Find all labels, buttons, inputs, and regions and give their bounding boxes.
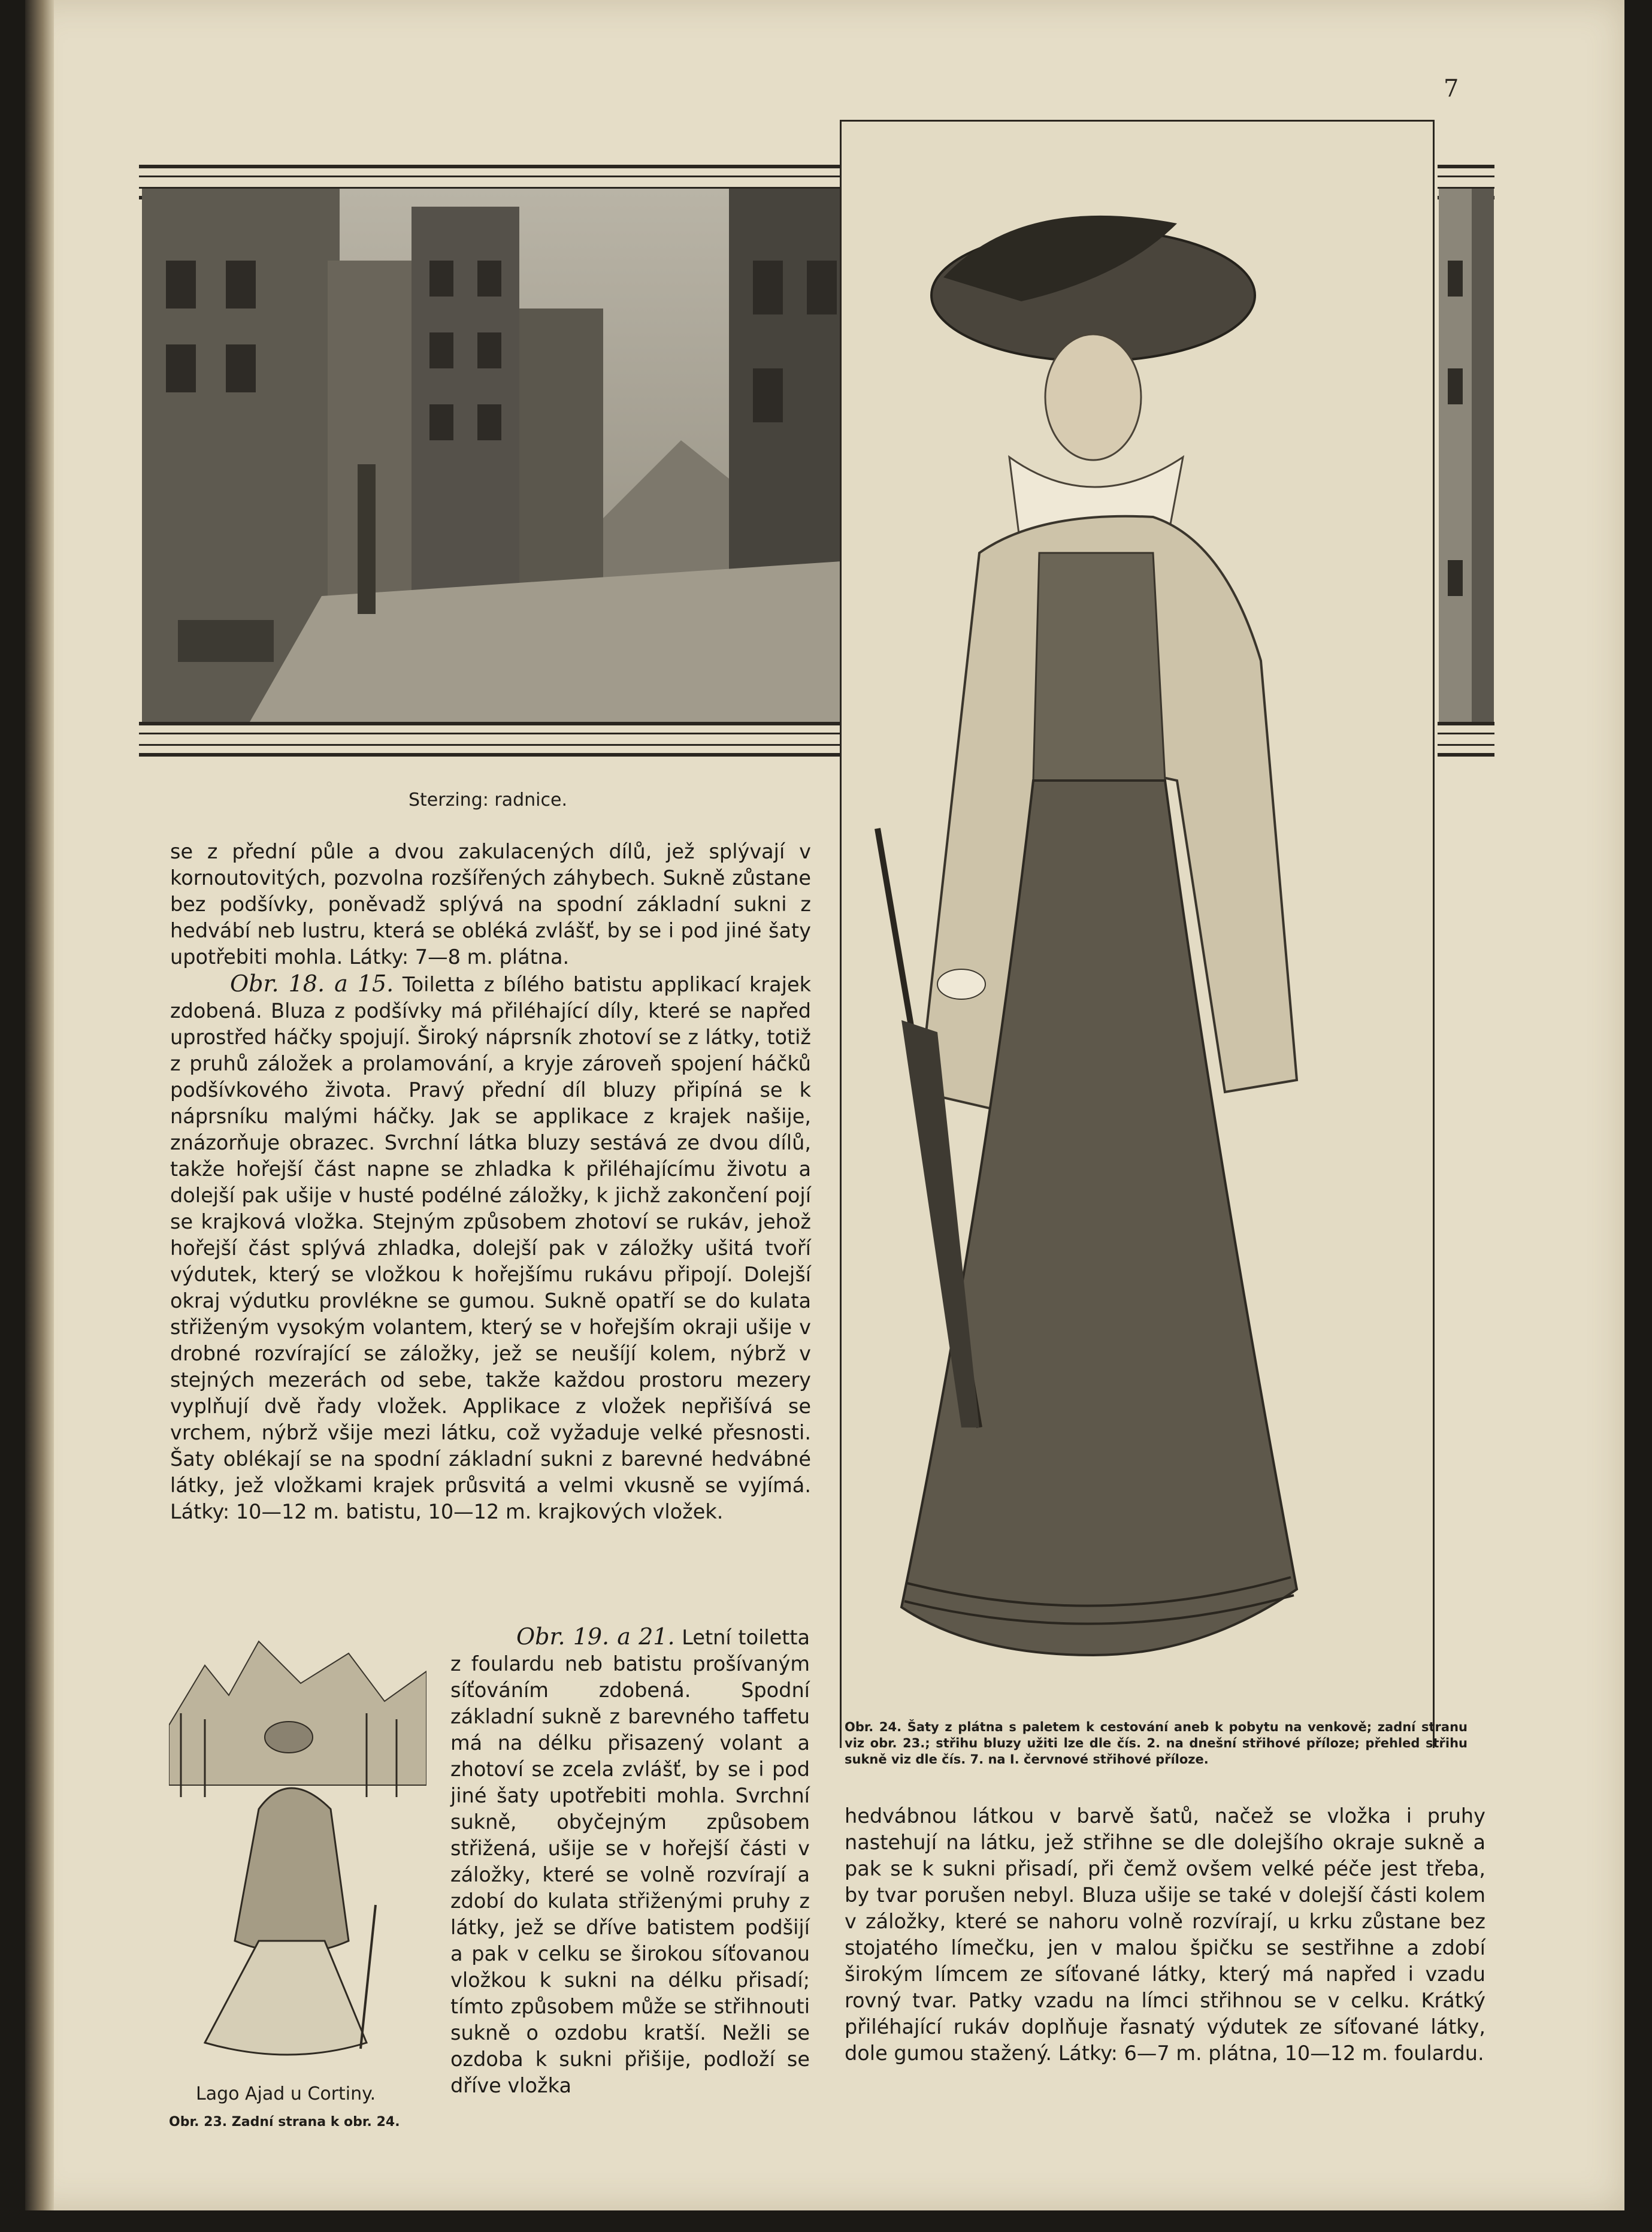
page-number: 7 bbox=[1444, 75, 1459, 102]
cropped-photo-drawing bbox=[1439, 189, 1494, 722]
illustration-back-view bbox=[169, 1629, 426, 2073]
street-photo-sterzing bbox=[142, 189, 860, 722]
caption-obr-23: Obr. 23. Zadní strana k obr. 24. bbox=[169, 2115, 400, 2130]
text-column-right bbox=[845, 1803, 1485, 2067]
book-spine bbox=[25, 0, 54, 2210]
street-photo-drawing bbox=[142, 189, 860, 722]
fashion-plate-frame bbox=[840, 120, 1435, 1748]
street-photo-cropped bbox=[1439, 189, 1494, 722]
paragraph-obr-19 bbox=[450, 1623, 810, 2099]
bottom-rule-left bbox=[139, 722, 861, 757]
text-column-narrow bbox=[450, 1623, 810, 2099]
photo-caption-sterzing: Sterzing: radnice. bbox=[409, 790, 567, 810]
text-column-left bbox=[170, 839, 811, 1525]
paragraph-text-18: Toiletta z bílého batistu applikací krajek zdobená. Bluza z podšívky má přiléhající díly, které se napřed uprostřed háčky spojují. Široký náprsník zhotoví se z látky, totiž z pruhů záložek a prolamování, a kryje zároveň spojení háčků podšívkového života. Pravý přední díl bluzy připíná se k náprsníku malými háčky. Jak se applikace z krajek našije, znázorňuje obrazec. Svrchní látka bluzy sestává ze dvou dílů, takže hořejší část napne se zhladka k přiléhajícímu životu a dolejší pak ušije v husté podélné záložky, k jichž zakončení pojí se krajková vložka. Stejným způsobem zhotoví se rukáv, jehož hořejší část splývá zhladka, dolejší pak v záložky ušitá tvoří výdutek, který se vložkou k hořejšímu rukávu připojí. Dolejší okraj výdutku provlékne se gumou. Sukně opatří se do kulata střiženým vysokým volantem, který se v hořejším okraji ušije v drobné rozvírající se záložky, jež se neušíjí kolem, nýbrž v stejných mezerách od sebe, takže každou prostoru mezery vyplňují dvě řady vložek. Applikace z vložek nepřišívá se vrchem, nýbrž všije mezi látku, což vyžaduje velké přesnosti. Šaty oblékají se na spodní základní sukni z barevné hedvábné látky, jež vložkami krajek průsvitá a velmi vkusně se vyjímá. Látky: 10—12 m. batistu, 10—12 m. krajkových vložek. bbox=[170, 973, 811, 1523]
paragraph-continuation: se z přední půle a dvou zakulacených dílů, jež splývají v kornoutovitých, pozvolna rozšířených záhybech. Sukně zůstane bez podšívky, poněvadž splývá na spodní základní sukni z hedvábí neb lustru, která se obléká zvlášť, by se i pod jiné šaty upotřebiti mohla. Látky: 7—8 m. plátna. bbox=[170, 840, 811, 969]
caption-lago-ajad: Lago Ajad u Cortiny. bbox=[196, 2083, 376, 2104]
paragraph-continuation-right: hedvábnou látkou v barvě šatů, načež se vložka i pruhy nastehují na látku, jež střihne se dle dolejšího okraje sukně a pak se k sukni přisadí, při čemž ovšem velké péče jest třeba, by tvar porušen nebyl. Bluza ušije se také v dolejší části kolem v záložky, které se nahoru volně rozvírají, u krku zůstane bez stojatého límečku, jen v malou špičku se sestřihne a zdobí širokým límcem ze síťované látky, který má napřed i vzadu rovný tvar. Patky vzadu na límci střihnou se v celku. Krátký přiléhající rukáv doplňuje řasnatý výdutek ze síťované látky, dole gumou stažený. Látky: 6—7 m. plátna, 10—12 m. foulardu. bbox=[845, 1804, 1485, 2065]
paragraph-text-19: Letní toiletta z foulardu neb batistu prošívaným síťováním zdobená. Spodní základní sukně z barevného taffetu má na délku přisazený volant a zhotoví se zcela zvlášť, by se i pod jiné šaty upotřebiti mohla. Svrchní sukně, obyčejným způsobem střižená, ušije se v hořejší části v záložky, které se volně rozvírají a zdobí do kulata střiženými pruhy z látky, jež se dříve batistem podšijí a pak v celku se širokou síťovanou vložkou k sukni na délku přisadí; tímto způsobem může se střihnouti sukně o ozdobu kratší. Nežli se ozdoba k sukni přišije, podloží se dříve vložka bbox=[450, 1626, 810, 2097]
fashion-plate-drawing bbox=[842, 122, 1433, 1748]
magazine-page bbox=[25, 0, 1624, 2210]
paragraph-lead-18: Obr. 18. a 15. bbox=[230, 970, 394, 997]
paragraph-obr-18 bbox=[170, 970, 811, 1525]
back-view-drawing bbox=[169, 1629, 426, 2073]
bottom-rule-right bbox=[1438, 722, 1494, 757]
paragraph-lead-19: Obr. 19. a 21. bbox=[516, 1623, 675, 1650]
caption-obr-24: Obr. 24. Šaty z plátna s paletem k cestování aneb k pobytu na venkově; zadní stranu viz obr. 23.; střihu bluzy užiti lze dle čís. 2. na dnešní střihové příloze; přehled střihu sukně viz dle čís. 7. na I. červnové střihové příloze. bbox=[845, 1720, 1468, 1767]
